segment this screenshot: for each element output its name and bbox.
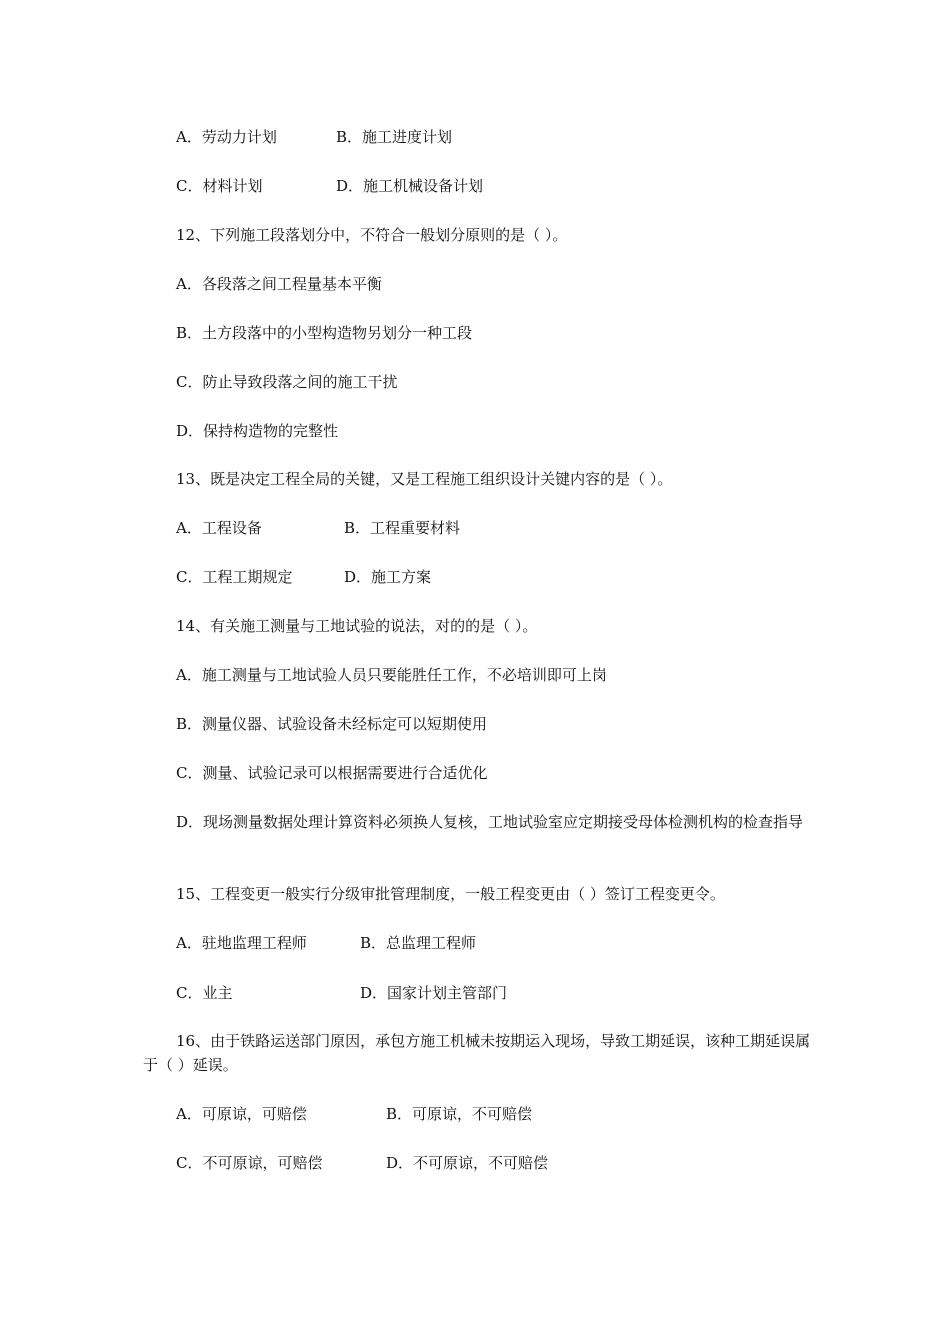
q14-option-a: A．施工测量与工地试验人员只要能胜任工作，不必培训即可上岗 — [176, 666, 607, 684]
q15-stem: 15、工程变更一般实行分级审批管理制度，一般工程变更由（ ）签订工程变更令。 — [176, 885, 725, 903]
q11-option-b: B．施工进度计划 — [336, 128, 453, 146]
q12-option-c: C．防止导致段落之间的施工干扰 — [176, 373, 398, 391]
q12-option-d: D．保持构造物的完整性 — [176, 422, 339, 440]
q15-option-d: D．国家计划主管部门 — [360, 984, 508, 1002]
q15-option-b: B．总监理工程师 — [360, 934, 477, 952]
q12-option-b: B．土方段落中的小型构造物另划分一种工段 — [176, 324, 473, 342]
q12-option-a: A．各段落之间工程量基本平衡 — [176, 275, 382, 293]
q14-stem: 14、有关施工测量与工地试验的说法，对的的是（ ）。 — [176, 617, 538, 635]
q16-stem: 16、由于铁路运送部门原因，承包方施工机械未按期运入现场，导致工期延误，该种工期延误属于（ ）延误。 — [143, 1032, 811, 1074]
q14-option-d: D．现场测量数据处理计算资料必须换人复核，工地试验室应定期接受母体检测机构的检查指导 — [176, 813, 804, 831]
q13-stem: 13、既是决定工程全局的关键，又是工程施工组织设计关键内容的是（ ）。 — [176, 470, 673, 488]
q15-option-a: A．驻地监理工程师 — [176, 934, 307, 952]
q11-option-d: D．施工机械设备计划 — [336, 177, 484, 195]
q16-option-b: B．可原谅，不可赔偿 — [386, 1105, 533, 1123]
q11-option-a: A．劳动力计划 — [176, 128, 277, 146]
q16-option-c: C．不可原谅，可赔偿 — [176, 1154, 323, 1172]
q16-option-d: D．不可原谅，不可赔偿 — [386, 1154, 549, 1172]
q11-option-c: C．材料计划 — [176, 177, 263, 195]
q14-option-c: C．测量、试验记录可以根据需要进行合适优化 — [176, 764, 488, 782]
q16-option-a: A．可原谅，可赔偿 — [176, 1105, 307, 1123]
q13-option-d: D．施工方案 — [344, 568, 432, 586]
q13-option-c: C．工程工期规定 — [176, 568, 293, 586]
q12-stem: 12、下列施工段落划分中，不符合一般划分原则的是（ ）。 — [176, 226, 568, 244]
q15-option-c: C．业主 — [176, 984, 233, 1002]
q14-option-b: B．测量仪器、试验设备未经标定可以短期使用 — [176, 715, 488, 733]
q13-option-b: B．工程重要材料 — [344, 519, 461, 537]
q13-option-a: A．工程设备 — [176, 519, 262, 537]
